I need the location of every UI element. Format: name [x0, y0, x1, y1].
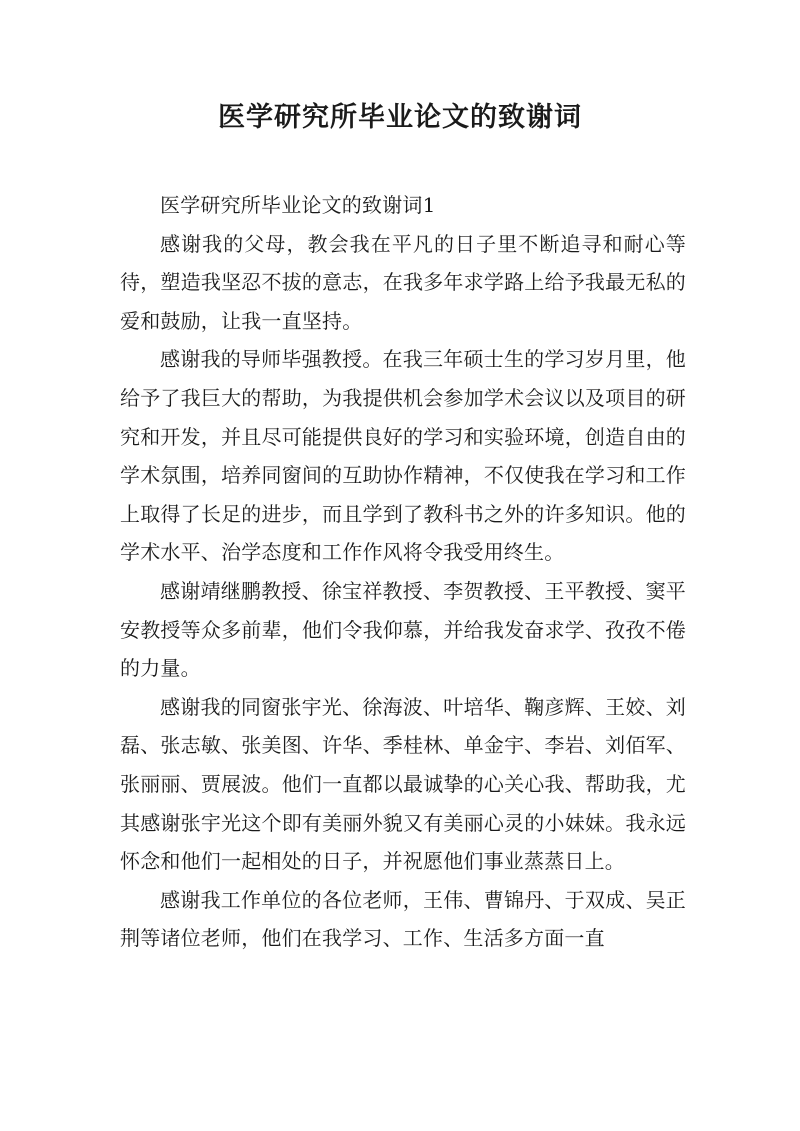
- section-heading: 医学研究所毕业论文的致谢词1: [160, 193, 436, 217]
- paragraph-advisor: 感谢我的导师毕强教授。在我三年硕士生的学习岁月里，他给予了我巨大的帮助，为我提供机会参加学术会议以及项目的研究和开发，并且尽可能提供良好的学习和实验环境，创造自由的学术氛围，培养同窗间的互助协作精神，不仅使我在学习和工作上取得了长足的进步，而且学到了教科书之外的许多知识。他的学术水平、治学态度和工作作风将令我受用终生。: [120, 347, 686, 565]
- paragraph-parents: 感谢我的父母，教会我在平凡的日子里不断追寻和耐心等待，塑造我坚忍不拔的意志，在我多年求学路上给予我最无私的爱和鼓励，让我一直坚持。: [120, 231, 686, 333]
- paragraph-colleagues: 感谢我工作单位的各位老师，王伟、曹锦丹、于双成、吴正荆等诸位老师，他们在我学习、工作、生活多方面一直: [120, 887, 686, 951]
- document-body: [120, 186, 686, 958]
- paragraph-classmates: 感谢我的同窗张宇光、徐海波、叶培华、鞠彦辉、王姣、刘磊、张志敏、张美图、许华、季桂林、单金宇、李岩、刘佰军、张丽丽、贾展波。他们一直都以最诚挚的心关心我、帮助我，尤其感谢张宇光这个即有美丽外貌又有美丽心灵的小妹妹。我永远怀念和他们一起相处的日子，并祝愿他们事业蒸蒸日上。: [120, 694, 686, 874]
- document-title: 医学研究所毕业论文的致谢词: [218, 102, 582, 133]
- paragraph-professors: 感谢靖继鹏教授、徐宝祥教授、李贺教授、王平教授、窦平安教授等众多前辈，他们令我仰慕，并给我发奋求学、孜孜不倦的力量。: [120, 578, 686, 681]
